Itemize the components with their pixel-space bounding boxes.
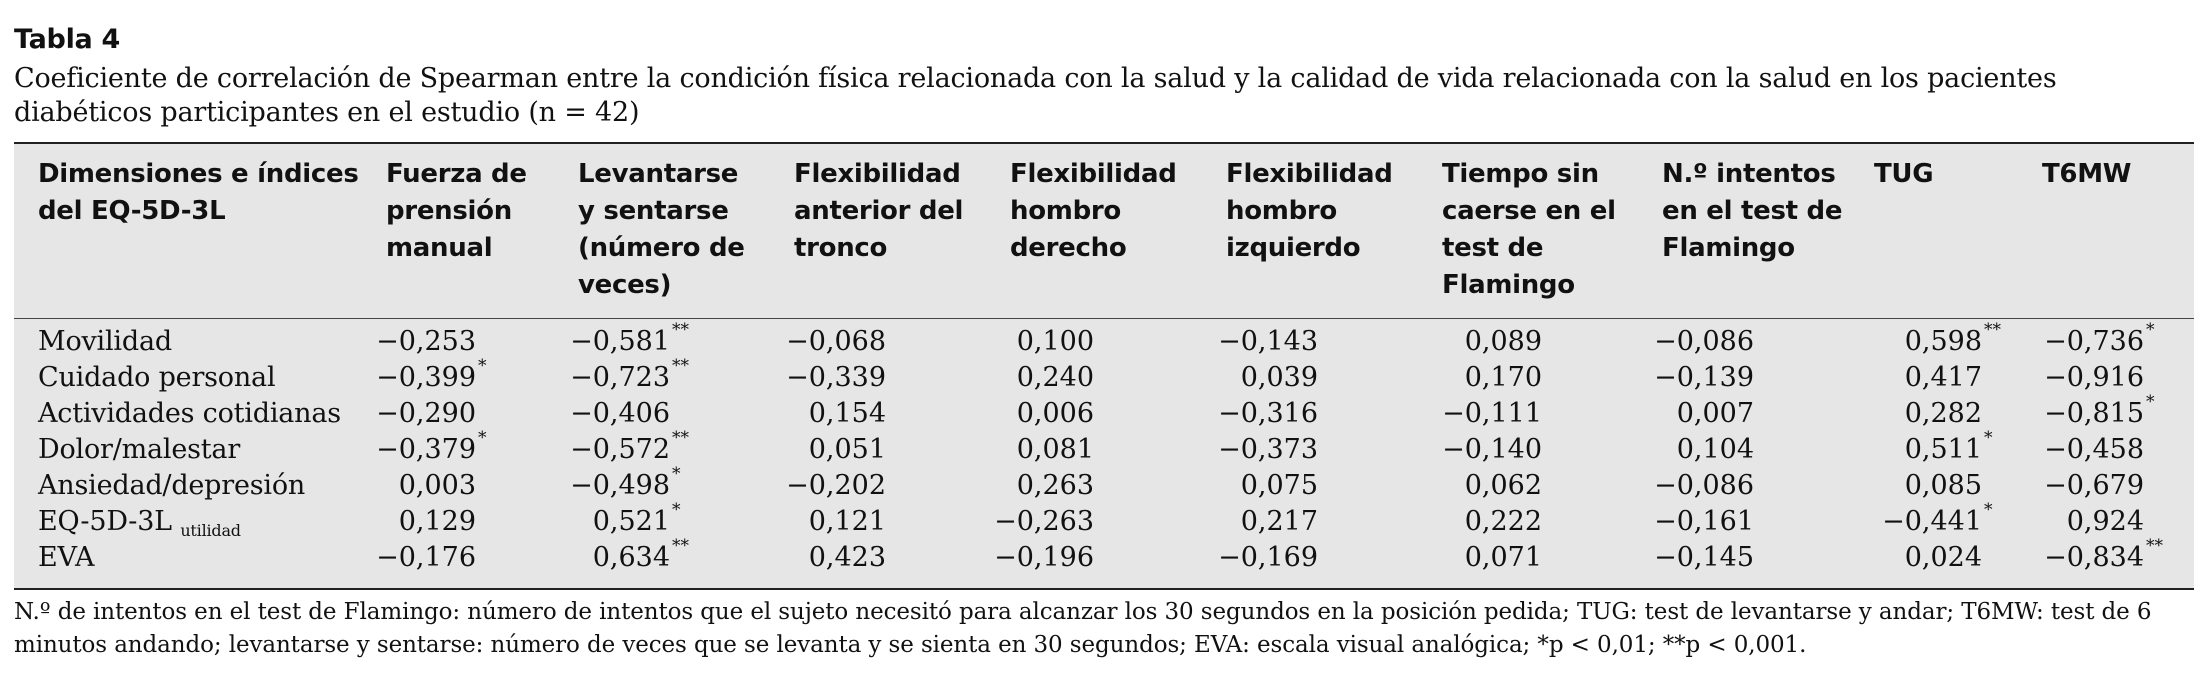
- table-cell: 0,104: [1676, 434, 1754, 465]
- table-cell: −0,572: [570, 434, 670, 465]
- significance-marker: **: [672, 536, 689, 556]
- column-header: Flexibilidad hombro derecho: [1010, 159, 1177, 263]
- table-cell: 0,511: [1904, 434, 1982, 465]
- column-header: Fuerza de prensión manual: [386, 159, 527, 263]
- row-label: [38, 396, 341, 432]
- table-cell: −0,723: [570, 362, 670, 393]
- table-cell: −0,139: [1654, 362, 1754, 393]
- table-cell: 0,071: [1464, 542, 1542, 573]
- table-cell: −0,406: [570, 398, 670, 429]
- significance-marker: *: [2146, 392, 2155, 412]
- significance-marker: *: [672, 464, 681, 484]
- table-cell: −0,498: [570, 470, 670, 501]
- table-cell: −0,441: [1882, 506, 1982, 537]
- table-cell: −0,679: [2044, 470, 2144, 501]
- table-cell: 0,222: [1464, 506, 1542, 537]
- row-label-text: Cuidado personal: [38, 362, 276, 393]
- table-cell: 0,051: [808, 434, 886, 465]
- row-label-text: Dolor/malestar: [38, 434, 241, 465]
- row-label: [38, 540, 94, 576]
- table-cell: −0,815: [2044, 398, 2144, 429]
- table-row: [14, 536, 2194, 576]
- significance-marker: *: [478, 356, 487, 376]
- row-label: [38, 324, 172, 360]
- table-cell: −0,068: [786, 326, 886, 357]
- table-cell: 0,100: [1016, 326, 1094, 357]
- table-cell: 0,154: [808, 398, 886, 429]
- significance-marker: *: [1984, 428, 1993, 448]
- table-cell: −0,196: [994, 542, 1094, 573]
- table-label: Tabla 4: [14, 24, 121, 55]
- table-cell: 0,121: [808, 506, 886, 537]
- column-header: N.º intentos en el test de Flamingo: [1662, 159, 1843, 263]
- table-cell: 0,129: [398, 506, 476, 537]
- table-cell: −0,145: [1654, 542, 1754, 573]
- table-cell: 0,282: [1904, 398, 1982, 429]
- column-header: Flexibilidad anterior del tronco: [794, 159, 964, 263]
- table-cell: −0,253: [376, 326, 476, 357]
- table-cell: −0,916: [2044, 362, 2144, 393]
- table-cell: 0,089: [1464, 326, 1542, 357]
- significance-marker: **: [1984, 320, 2001, 340]
- table-cell: 0,062: [1464, 470, 1542, 501]
- table-cell: −0,834: [2044, 542, 2144, 573]
- table-cell: 0,039: [1240, 362, 1318, 393]
- table-row: [14, 428, 2194, 468]
- table-row: [14, 464, 2194, 504]
- table-cell: −0,086: [1654, 326, 1754, 357]
- table-cell: 0,423: [808, 542, 886, 573]
- row-label-text: EVA: [38, 542, 95, 573]
- significance-marker: *: [478, 428, 487, 448]
- row-label: [38, 468, 305, 504]
- table-header-row: [14, 144, 2194, 318]
- table-cell: 0,006: [1016, 398, 1094, 429]
- table-cell: −0,263: [994, 506, 1094, 537]
- table-cell: 0,170: [1464, 362, 1542, 393]
- table-cell: 0,217: [1240, 506, 1318, 537]
- table-cell: 0,024: [1904, 542, 1982, 573]
- table-cell: 0,521: [592, 506, 670, 537]
- table-cell: 0,003: [398, 470, 476, 501]
- significance-marker: **: [672, 428, 689, 448]
- table-cell: 0,240: [1016, 362, 1094, 393]
- table-cell: −0,458: [2044, 434, 2144, 465]
- table-cell: 0,075: [1240, 470, 1318, 501]
- table-cell: −0,399: [376, 362, 476, 393]
- table-cell: −0,169: [1218, 542, 1318, 573]
- column-header: Levantarse y sentarse (número de veces): [578, 159, 745, 300]
- table-cell: 0,924: [2066, 506, 2144, 537]
- table-cell: 0,634: [592, 542, 670, 573]
- row-label-text: Actividades cotidianas: [38, 398, 341, 429]
- table-cell: 0,417: [1904, 362, 1982, 393]
- table-row: [14, 320, 2194, 360]
- table-cell: −0,379: [376, 434, 476, 465]
- table-cell: 0,598: [1904, 326, 1982, 357]
- table-row: [14, 500, 2194, 540]
- header-rule: [14, 318, 2194, 319]
- row-label-text: EQ-5D-3L: [38, 506, 172, 537]
- table-cell: −0,290: [376, 398, 476, 429]
- table-cell: −0,161: [1654, 506, 1754, 537]
- table-cell: −0,176: [376, 542, 476, 573]
- table-cell: −0,140: [1442, 434, 1542, 465]
- table-footnote: N.º de intentos en el test de Flamingo: número de intentos que el sujeto necesitó para alcanzar los 30 segundos en la posición pedida; TUG: test de levantarse y andar; T6MW: test de 6 minutos andando; levantarse y sentarse: número de veces que se levanta y se sienta en 30 segundos; EVA: escala visual analógica; *p < 0,01; **p < 0,001.: [14, 599, 2152, 658]
- significance-marker: *: [1984, 500, 1993, 520]
- table-cell: −0,373: [1218, 434, 1318, 465]
- table-caption: Coeficiente de correlación de Spearman entre la condición física relacionada con la salud y la calidad de vida relacionada con la salud en los pacientes diabéticos participantes en el estudio (n = 42): [14, 63, 2057, 128]
- significance-marker: **: [672, 356, 689, 376]
- table-cell: −0,316: [1218, 398, 1318, 429]
- table-cell: −0,111: [1442, 398, 1542, 429]
- table-cell: 0,007: [1676, 398, 1754, 429]
- row-label: [38, 432, 240, 468]
- table-cell: 0,081: [1016, 434, 1094, 465]
- table-cell: −0,736: [2044, 326, 2144, 357]
- table-cell: −0,581: [570, 326, 670, 357]
- significance-marker: **: [2146, 536, 2163, 556]
- correlation-table: [14, 142, 2194, 590]
- row-label-subscript: utilidad: [180, 521, 241, 540]
- column-header: TUG: [1874, 159, 1934, 189]
- table-cell: −0,202: [786, 470, 886, 501]
- row-label-text: Movilidad: [38, 326, 172, 357]
- column-header: Tiempo sin caerse en el test de Flamingo: [1442, 159, 1616, 300]
- column-header: Dimensiones e índices del EQ-5D-3L: [38, 159, 359, 226]
- significance-marker: **: [672, 320, 689, 340]
- significance-marker: *: [672, 500, 681, 520]
- table-cell: 0,085: [1904, 470, 1982, 501]
- column-header: Flexibilidad hombro izquierdo: [1226, 159, 1393, 263]
- table-row: [14, 356, 2194, 396]
- table-cell: −0,143: [1218, 326, 1318, 357]
- row-label: [38, 504, 241, 543]
- table-cell: −0,086: [1654, 470, 1754, 501]
- table-row: [14, 392, 2194, 432]
- row-label: [38, 360, 275, 396]
- row-label-text: Ansiedad/depresión: [38, 470, 306, 501]
- table-cell: −0,339: [786, 362, 886, 393]
- column-header: T6MW: [2042, 159, 2132, 189]
- significance-marker: *: [2146, 320, 2155, 340]
- table-cell: 0,263: [1016, 470, 1094, 501]
